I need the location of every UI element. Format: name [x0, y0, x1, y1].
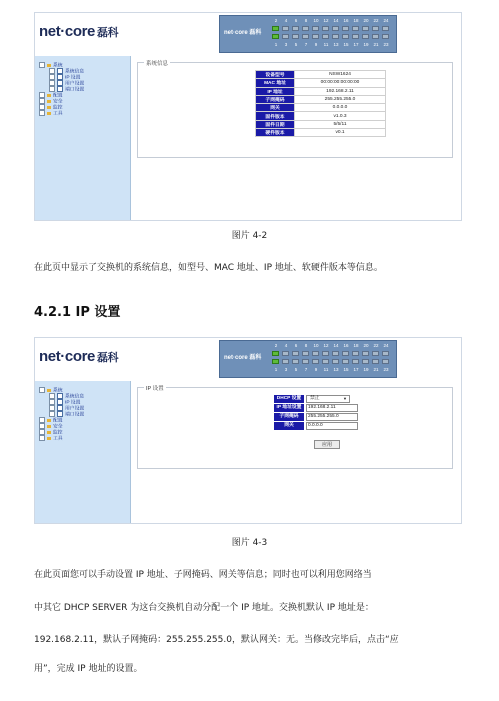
- port-number: 20: [363, 18, 369, 23]
- port-led: [352, 351, 359, 356]
- port-number: 4: [284, 343, 288, 348]
- port-number: 22: [373, 343, 379, 348]
- info-value: 5/5/11: [295, 120, 386, 128]
- port-led: [282, 26, 289, 31]
- port-led: [342, 34, 349, 39]
- info-key: 设备型号: [256, 71, 295, 79]
- port-led: [312, 351, 319, 356]
- folder-icon: [47, 112, 51, 115]
- port-led: [352, 34, 359, 39]
- nav-item-label: IP 设置: [65, 400, 81, 406]
- port-led: [332, 34, 339, 39]
- app-header: [35, 338, 461, 381]
- port-number: 5: [294, 42, 298, 47]
- nav-item-label: 系统信息: [65, 69, 85, 75]
- switch-panel: [219, 15, 397, 53]
- port-led: [272, 26, 279, 31]
- port-led: [312, 34, 319, 39]
- port-number: 7: [304, 367, 308, 372]
- netcore-logo: net·core 磊科: [39, 348, 119, 365]
- port-number: 6: [294, 343, 298, 348]
- port-led: [292, 26, 299, 31]
- nav-tree: [39, 62, 84, 116]
- folder-icon: [47, 437, 51, 440]
- port-number: 18: [353, 343, 359, 348]
- port-led: [382, 359, 389, 364]
- mask-input[interactable]: 255.255.255.0: [306, 413, 358, 421]
- folder-icon: [47, 100, 51, 103]
- paragraph-line-3: 192.168.2.11，默认子网掩码：255.255.255.0，默认网关：无。当修改完毕后，点击“应: [34, 635, 399, 645]
- port-led: [342, 359, 349, 364]
- port-led: [272, 351, 279, 356]
- nav-item-label: 系统: [53, 63, 63, 69]
- device-brand: net·core 磊科: [224, 355, 262, 361]
- port-led: [382, 26, 389, 31]
- nav-item-label: IP 设置: [65, 75, 81, 81]
- paragraph: 在此页中显示了交换机的系统信息，如型号、MAC 地址、IP 地址、软硬件版本等信息。: [34, 263, 383, 273]
- main-panel: [131, 56, 461, 220]
- dhcp-row: [274, 395, 394, 403]
- port-led: [332, 26, 339, 31]
- port-led: [322, 26, 329, 31]
- port-led: [272, 34, 279, 39]
- ip-settings-screenshot: [34, 337, 462, 524]
- sidebar: [35, 56, 131, 220]
- port-number: 17: [353, 367, 359, 372]
- paragraph-line-2: 中其它 DHCP SERVER 为这台交换机自动分配一个 IP 地址。交换机默认 IP 地址是：: [34, 603, 374, 613]
- info-key: 固件版本: [256, 112, 295, 120]
- port-number: 23: [383, 42, 389, 47]
- system-info-frame: [137, 62, 453, 158]
- info-key: 网关: [256, 104, 295, 112]
- port-grid: [272, 18, 396, 52]
- port-number: 8: [304, 18, 308, 23]
- device-brand: net·core 磊科: [224, 30, 262, 36]
- port-number: 19: [363, 367, 369, 372]
- figure-caption: 图片 4-2: [231, 231, 268, 241]
- port-number: 22: [373, 18, 379, 23]
- apply-button[interactable]: 应用: [314, 440, 340, 449]
- port-number: 14: [333, 343, 339, 348]
- port-led: [322, 34, 329, 39]
- info-key: 固件日期: [256, 120, 295, 128]
- paragraph-line-4: 用”，完成 IP 地址的设置。: [34, 664, 143, 674]
- port-number: 8: [304, 343, 308, 348]
- info-key: IP 地址: [256, 87, 295, 95]
- port-number: 1: [274, 42, 278, 47]
- frame-title: 系统信息: [146, 61, 169, 67]
- port-number: 15: [343, 367, 349, 372]
- port-led: [382, 34, 389, 39]
- port-number: 20: [363, 343, 369, 348]
- main-panel: [131, 381, 461, 523]
- folder-icon: [47, 419, 51, 422]
- ip-form: [274, 395, 394, 455]
- app-header: [35, 13, 461, 56]
- port-led: [372, 351, 379, 356]
- info-value: 0.0.0.0: [295, 104, 386, 112]
- port-led: [302, 351, 309, 356]
- expand-icon: [39, 110, 45, 116]
- section-heading: 4.2.1 IP 设置: [34, 305, 121, 320]
- port-led: [282, 351, 289, 356]
- dhcp-label: DHCP 设置: [274, 395, 304, 403]
- nav-item-label: 系统信息: [65, 394, 85, 400]
- frame-title: IP 设置: [146, 386, 164, 392]
- expand-icon: [39, 387, 45, 393]
- port-led: [282, 34, 289, 39]
- port-led: [302, 34, 309, 39]
- expand-icon: [39, 62, 45, 68]
- info-value: v1.0.3: [295, 112, 386, 120]
- port-led: [362, 26, 369, 31]
- gateway-input[interactable]: 0.0.0.0: [306, 422, 358, 430]
- port-number: 3: [284, 42, 288, 47]
- info-row: [256, 129, 386, 137]
- expand-icon: [39, 435, 45, 441]
- port-number: 3: [284, 367, 288, 372]
- port-number: 21: [373, 42, 379, 47]
- port-led: [322, 359, 329, 364]
- port-number: 16: [343, 343, 349, 348]
- nav-item-label: 监控: [53, 430, 63, 436]
- port-led: [272, 359, 279, 364]
- info-row: [256, 120, 386, 128]
- folder-icon: [47, 425, 51, 428]
- port-number: 10: [313, 343, 319, 348]
- port-number: 2: [274, 18, 278, 23]
- port-number: 13: [333, 42, 339, 47]
- info-row: [256, 112, 386, 120]
- port-number: 15: [343, 42, 349, 47]
- info-value: 192.168.2.11: [295, 87, 386, 95]
- port-number: 2: [274, 343, 278, 348]
- port-number: 19: [363, 42, 369, 47]
- port-led: [292, 351, 299, 356]
- port-led: [292, 359, 299, 364]
- ip-input[interactable]: 192.168.2.11: [306, 404, 358, 412]
- chevron-down-icon: ▼: [343, 396, 347, 401]
- port-number: 24: [383, 18, 389, 23]
- folder-icon: [47, 94, 51, 97]
- port-number: 23: [383, 367, 389, 372]
- nav-item-label: 用户设置: [65, 406, 85, 412]
- port-number: 17: [353, 42, 359, 47]
- port-led: [312, 359, 319, 364]
- port-number: 10: [313, 18, 319, 23]
- info-row: [256, 104, 386, 112]
- mask-row: [274, 413, 394, 421]
- port-number: 9: [314, 42, 318, 47]
- info-row: [256, 71, 386, 79]
- nav-item-label: 配置: [53, 418, 63, 424]
- port-number: 1: [274, 367, 278, 372]
- nav-item-label: 用户设置: [65, 81, 85, 87]
- info-value: v0.1: [295, 129, 386, 137]
- ip-label: IP 地址设置: [274, 404, 304, 412]
- system-info-screenshot: [34, 12, 462, 221]
- info-row: [256, 95, 386, 103]
- info-key: MAC 地址: [256, 79, 295, 87]
- port-number: 5: [294, 367, 298, 372]
- info-value: 255.255.255.0: [295, 95, 386, 103]
- port-number: 12: [323, 343, 329, 348]
- port-led: [292, 34, 299, 39]
- info-key: 子网掩码: [256, 95, 295, 103]
- info-key: 硬件版本: [256, 129, 295, 137]
- folder-icon: [47, 64, 51, 67]
- port-led: [322, 351, 329, 356]
- port-number: 21: [373, 367, 379, 372]
- info-value: NSW1624: [295, 71, 386, 79]
- info-value: 00:00:00:00:00:00: [295, 79, 386, 87]
- folder-icon: [47, 389, 51, 392]
- ip-settings-frame: [137, 387, 453, 469]
- port-led: [372, 34, 379, 39]
- port-led: [302, 26, 309, 31]
- port-led: [342, 26, 349, 31]
- nav-item-label: 工具: [53, 436, 63, 442]
- info-row: [256, 79, 386, 87]
- nav-item-label: 端口设置: [65, 412, 85, 418]
- port-led: [362, 359, 369, 364]
- netcore-logo: net·core 磊科: [39, 23, 119, 40]
- folder-icon: [47, 431, 51, 434]
- port-led: [362, 34, 369, 39]
- port-led: [302, 359, 309, 364]
- port-number: 6: [294, 18, 298, 23]
- port-led: [332, 351, 339, 356]
- port-number: 24: [383, 343, 389, 348]
- paragraph-line-1: 在此页面您可以手动设置 IP 地址、子网掩码、网关等信息；同时也可以利用您网络当: [34, 570, 372, 580]
- port-number: 16: [343, 18, 349, 23]
- port-led: [372, 359, 379, 364]
- system-info-table: [255, 70, 386, 137]
- port-number: 7: [304, 42, 308, 47]
- port-led: [352, 26, 359, 31]
- port-led: [382, 351, 389, 356]
- nav-item-label: 监控: [53, 105, 63, 111]
- port-led: [352, 359, 359, 364]
- port-led: [332, 359, 339, 364]
- dhcp-select[interactable]: 禁止 ▼: [306, 395, 350, 403]
- port-led: [282, 359, 289, 364]
- port-number: 13: [333, 367, 339, 372]
- port-number: 11: [323, 42, 329, 47]
- nav-item-label: 端口设置: [65, 87, 85, 93]
- port-grid: [272, 343, 396, 377]
- ip-row: [274, 404, 394, 412]
- port-led: [312, 26, 319, 31]
- nav-item-label: 配置: [53, 93, 63, 99]
- port-led: [342, 351, 349, 356]
- port-led: [362, 351, 369, 356]
- port-number: 11: [323, 367, 329, 372]
- figure-caption: 图片 4-3: [231, 538, 268, 548]
- folder-icon: [47, 106, 51, 109]
- port-led: [372, 26, 379, 31]
- gateway-label: 网关: [274, 422, 304, 430]
- port-number: 9: [314, 367, 318, 372]
- info-row: [256, 87, 386, 95]
- gateway-row: [274, 422, 394, 430]
- port-number: 4: [284, 18, 288, 23]
- nav-item[interactable]: [39, 435, 84, 441]
- nav-item-label: 系统: [53, 388, 63, 394]
- port-number: 14: [333, 18, 339, 23]
- sidebar: [35, 381, 131, 523]
- nav-item-label: 安全: [53, 99, 63, 105]
- port-number: 12: [323, 18, 329, 23]
- switch-panel: [219, 340, 397, 378]
- nav-item-label: 安全: [53, 424, 63, 430]
- nav-item-label: 工具: [53, 111, 63, 117]
- port-number: 18: [353, 18, 359, 23]
- nav-tree: [39, 387, 84, 441]
- mask-label: 子网掩码: [274, 413, 304, 421]
- nav-item[interactable]: [39, 110, 84, 116]
